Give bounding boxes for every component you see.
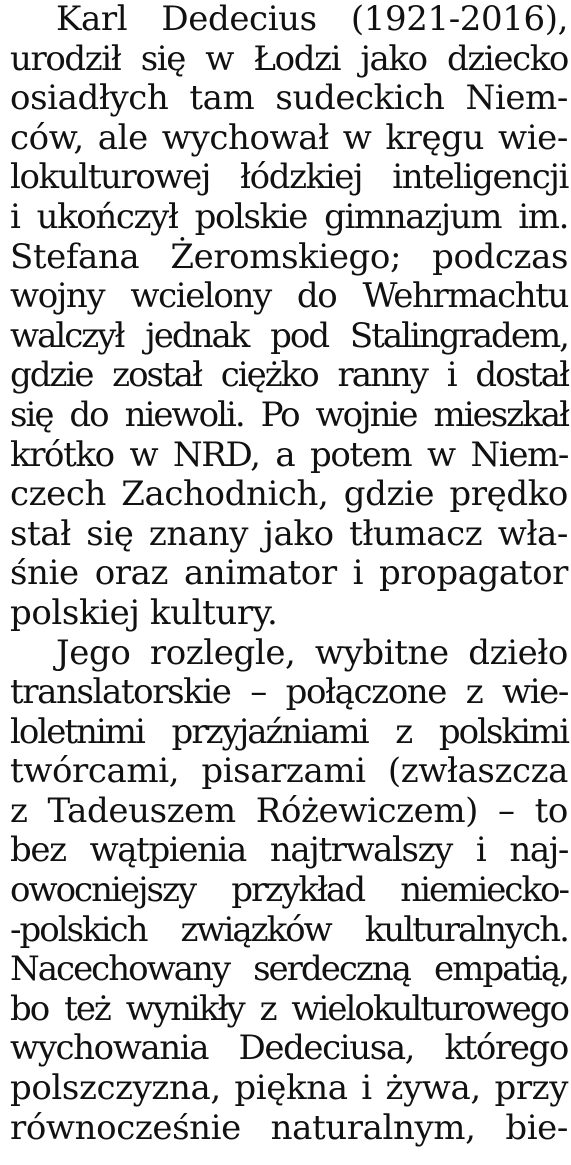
text-line: równocześnie naturalnym, bie-: [10, 1107, 568, 1148]
text-line: wychowania Dedeciusa, którego: [10, 1028, 568, 1069]
text-line: osiadłych tam sudeckich Niem-: [10, 78, 568, 119]
text-line: wojny wcielony do Wehrmachtu: [10, 276, 568, 317]
text-line: twórcami, pisarzami (zwłaszcza: [10, 751, 568, 792]
text-line: z Tadeuszem Różewiczem) – to: [10, 790, 568, 831]
article-body: [10, 0, 568, 1148]
text-line: stał się znany jako tłumacz wła-: [10, 513, 568, 554]
text-line: lokulturowej łódzkiej inteligencji: [10, 157, 568, 198]
text-line: polskiej kultury.: [10, 592, 278, 633]
text-line: bo też wynikły z wielokulturowego: [10, 988, 568, 1029]
text-line: czech Zachodnich, gdzie prędko: [10, 474, 568, 515]
text-line: krótko w NRD, a potem w Niem-: [10, 434, 568, 475]
text-line: Stefana Żeromskiego; podczas: [10, 236, 568, 277]
text-line: śnie oraz animator i propagator: [10, 553, 568, 594]
text-line: się do niewoli. Po wojnie mieszkał: [10, 394, 568, 435]
text-line: bez wątpienia najtrwalszy i naj-: [10, 830, 568, 871]
paragraph-2: [10, 634, 568, 1149]
text-line: gdzie został ciężko ranny i dostał: [10, 355, 568, 396]
text-line: Karl Dedecius (1921-2016),: [56, 0, 568, 39]
text-line: urodził się w Łodzi jako dziecko: [10, 38, 568, 79]
text-line: owocniejszy przykład niemiecko-: [10, 870, 568, 911]
text-line: loletnimi przyjaźniami z polskimi: [10, 711, 568, 752]
text-line: -polskich związków kulturalnych.: [10, 909, 568, 950]
text-line: Nacechowany serdeczną empatią,: [10, 949, 568, 990]
paragraph-1: [10, 0, 568, 634]
text-line: i ukończył polskie gimnazjum im.: [10, 196, 568, 237]
text-line: walczył jednak pod Stalingradem,: [10, 315, 568, 356]
text-line: Jego rozlegle, wybitne dzieło: [56, 632, 568, 673]
text-line: translatorskie – połączone z wie-: [10, 672, 568, 713]
text-line: polszczyzna, piękna i żywa, przy: [10, 1068, 568, 1109]
text-line: ców, ale wychował w kręgu wie-: [10, 117, 568, 158]
